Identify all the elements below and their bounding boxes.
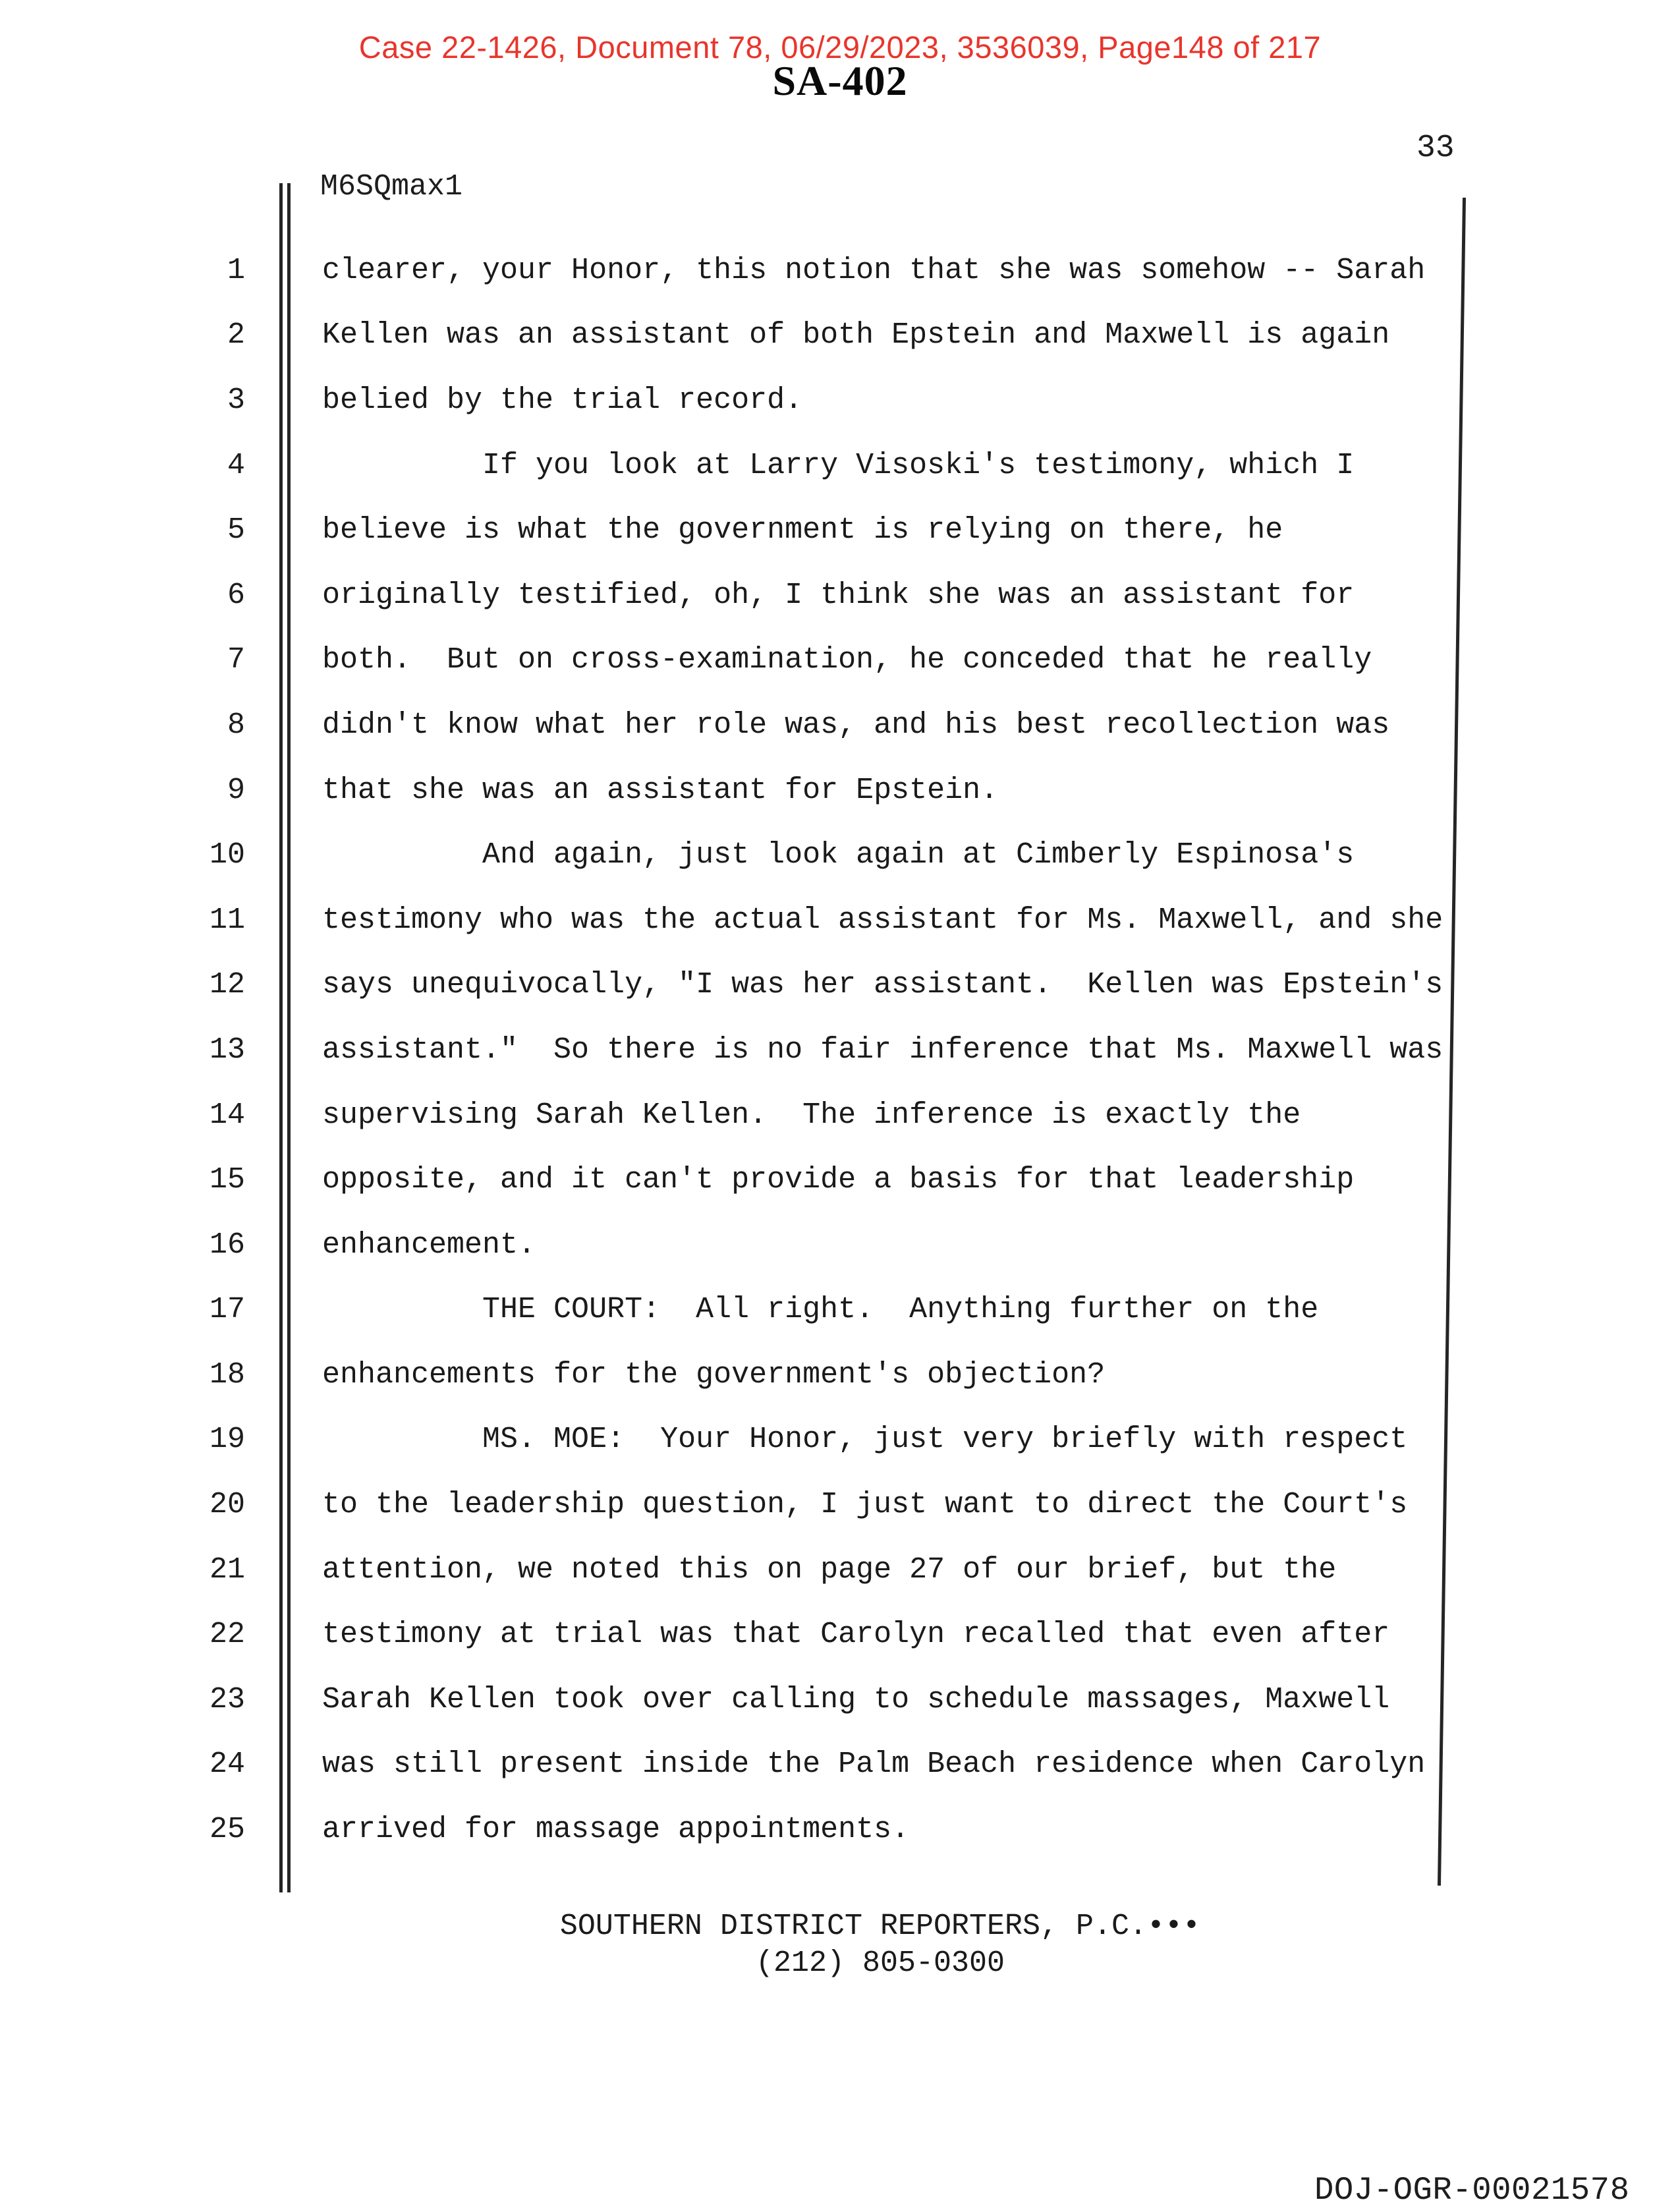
transcript-line — [0, 1472, 1515, 1537]
line-number: 9 — [227, 773, 245, 807]
line-text: belied by the trial record. — [322, 383, 803, 417]
case-stamp-header: Case 22-1426, Document 78, 06/29/2023, 3536039, Page148 of 217 — [358, 30, 1322, 65]
line-number: 13 — [209, 1033, 245, 1067]
line-number: 19 — [209, 1423, 245, 1457]
line-text: If you look at Larry Visoski's testimony, which I — [322, 448, 1355, 482]
transcript-line — [0, 1797, 1515, 1862]
line-number: 23 — [209, 1682, 245, 1716]
transcript-line — [0, 1342, 1515, 1407]
transcript-line — [0, 1732, 1515, 1798]
line-text: didn't know what her role was, and his best recollection was — [322, 708, 1390, 742]
line-text: THE COURT: All right. Anything further on the — [322, 1293, 1319, 1327]
line-text: to the leadership question, I just want to direct the Court's — [322, 1488, 1408, 1522]
line-number: 24 — [209, 1747, 245, 1782]
line-text: enhancements for the government's objection? — [322, 1357, 1106, 1392]
line-number: 3 — [227, 383, 245, 417]
line-text: testimony at trial was that Carolyn recalled that even after — [322, 1618, 1390, 1652]
line-number: 20 — [209, 1488, 245, 1522]
transcript-body — [0, 238, 1515, 1862]
line-text: assistant." So there is no fair inference that Ms. Maxwell was — [322, 1033, 1443, 1067]
transcript-line — [0, 1602, 1515, 1667]
appendix-page-label: SA-402 — [772, 57, 908, 104]
transcript-line — [0, 758, 1515, 823]
line-text: supervising Sarah Kellen. The inference is exactly the — [322, 1098, 1301, 1132]
transcript-line — [0, 1278, 1515, 1343]
reporter-name: SOUTHERN DISTRICT REPORTERS, P.C.••• — [559, 1910, 1201, 1943]
line-number: 18 — [209, 1357, 245, 1392]
transcript-line — [0, 628, 1515, 693]
line-number: 16 — [209, 1228, 245, 1262]
page-number: 33 — [1416, 130, 1455, 166]
line-number: 5 — [227, 513, 245, 548]
line-number: 1 — [227, 253, 245, 287]
reporter-phone: (212) 805-0300 — [755, 1946, 1005, 1980]
line-number: 4 — [227, 448, 245, 482]
transcript-line — [0, 822, 1515, 888]
line-number: 22 — [209, 1618, 245, 1652]
transcript-line — [0, 433, 1515, 498]
line-number: 8 — [227, 708, 245, 742]
line-text: both. But on cross-examination, he conceded that he really — [322, 643, 1372, 677]
transcript-line — [0, 888, 1515, 953]
transcript-line — [0, 497, 1515, 563]
transcript-line — [0, 1017, 1515, 1083]
transcript-line — [0, 1212, 1515, 1278]
transcript-line — [0, 1667, 1515, 1732]
transcript-line — [0, 1147, 1515, 1212]
line-text: And again, just look again at Cimberly Espinosa's — [322, 838, 1355, 872]
transcript-line — [0, 1083, 1515, 1148]
line-text: attention, we noted this on page 27 of our brief, but the — [322, 1552, 1337, 1587]
transcript-line — [0, 953, 1515, 1018]
session-code: M6SQmax1 — [320, 170, 463, 204]
line-number: 21 — [209, 1552, 245, 1587]
transcript-line — [0, 368, 1515, 433]
line-text: believe is what the government is relying on there, he — [322, 513, 1283, 548]
line-text: MS. MOE: Your Honor, just very briefly with respect — [322, 1423, 1408, 1457]
transcript-line — [0, 303, 1515, 368]
line-text: originally testified, oh, I think she was an assistant for — [322, 578, 1355, 612]
line-number: 15 — [209, 1163, 245, 1197]
line-text: arrived for massage appointments. — [322, 1813, 910, 1847]
line-text: clearer, your Honor, this notion that she was somehow -- Sarah — [322, 253, 1426, 287]
transcript-line — [0, 693, 1515, 758]
line-number: 25 — [209, 1813, 245, 1847]
line-text: Sarah Kellen took over calling to schedule massages, Maxwell — [322, 1682, 1390, 1716]
transcript-line — [0, 563, 1515, 628]
line-number: 17 — [209, 1293, 245, 1327]
line-number: 2 — [227, 318, 245, 353]
line-number: 12 — [209, 968, 245, 1002]
line-number: 10 — [209, 838, 245, 872]
line-text: says unequivocally, "I was her assistant. Kellen was Epstein's — [322, 968, 1443, 1002]
line-number: 7 — [227, 643, 245, 677]
line-number: 11 — [209, 903, 245, 937]
line-text: was still present inside the Palm Beach residence when Carolyn — [322, 1747, 1426, 1782]
line-text: enhancement. — [322, 1228, 536, 1262]
line-text: that she was an assistant for Epstein. — [322, 773, 999, 807]
bates-number: DOJ-OGR-00021578 — [1314, 2172, 1630, 2209]
line-number: 14 — [209, 1098, 245, 1132]
transcript-line — [0, 1407, 1515, 1473]
line-number: 6 — [227, 578, 245, 612]
reporter-footer — [40, 1908, 1680, 1982]
line-text: Kellen was an assistant of both Epstein and Maxwell is again — [322, 318, 1390, 353]
line-text: opposite, and it can't provide a basis for that leadership — [322, 1163, 1355, 1197]
transcript-line — [0, 238, 1515, 303]
line-text: testimony who was the actual assistant for Ms. Maxwell, and she — [322, 903, 1443, 937]
transcript-line — [0, 1537, 1515, 1602]
